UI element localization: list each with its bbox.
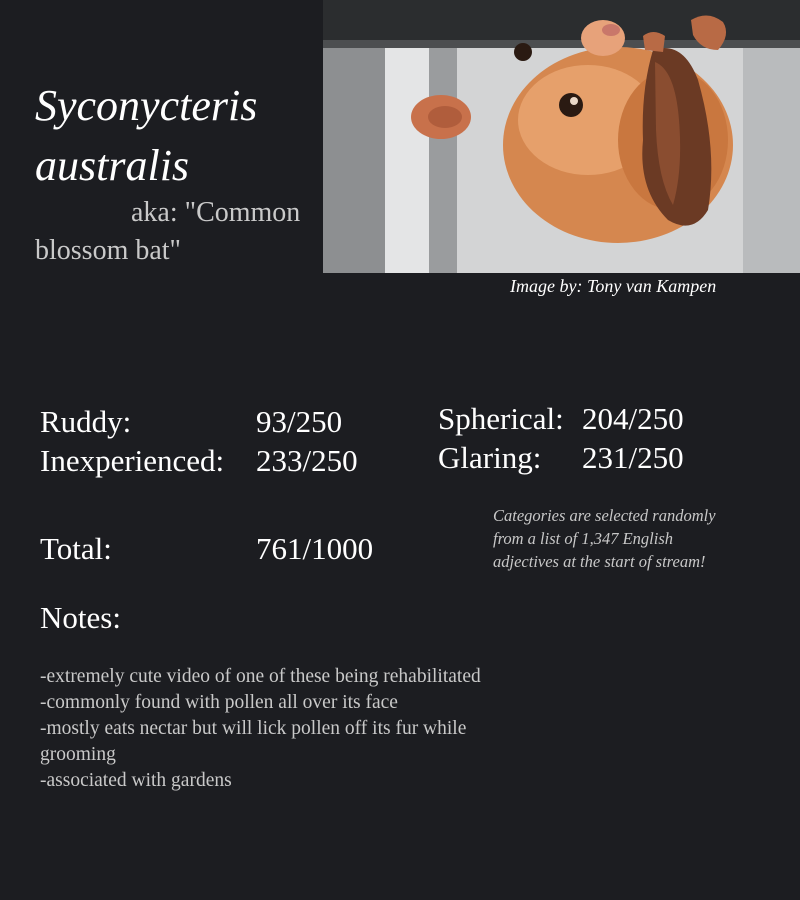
notes-heading: Notes: (40, 600, 121, 635)
stat-label-glaring: Glaring: (438, 440, 542, 475)
stat-label-ruddy: Ruddy: (40, 404, 132, 439)
stat-label-spherical: Spherical: (438, 401, 564, 436)
species-common-name: aka: "Common blossom bat" (35, 197, 301, 266)
stat-value-spherical: 204/250 (582, 401, 684, 436)
bat-photo (323, 0, 800, 273)
stat-value-inexperienced: 233/250 (256, 443, 358, 478)
stat-value-total: 761/1000 (256, 531, 374, 566)
notes-list (40, 664, 510, 794)
photo-credit: Image by: Tony van Kampen (510, 276, 717, 296)
stat-label-total: Total: (40, 531, 112, 566)
note-item: -commonly found with pollen all over its face (40, 692, 398, 713)
stat-label-inexperienced: Inexperienced: (40, 443, 225, 478)
stat-value-ruddy: 93/250 (256, 404, 343, 439)
categories-footnote: Categories are selected randomly from a list of 1,347 English adjectives at the start of stream! (493, 506, 716, 571)
note-item: -mostly eats nectar but will lick pollen off its fur while grooming (40, 718, 467, 765)
note-item: -extremely cute video of one of these being rehabilitated (40, 666, 481, 687)
stat-value-glaring: 231/250 (582, 440, 684, 475)
note-item: -associated with gardens (40, 770, 232, 791)
species-scientific-name: Syconycteris australis (35, 81, 258, 190)
